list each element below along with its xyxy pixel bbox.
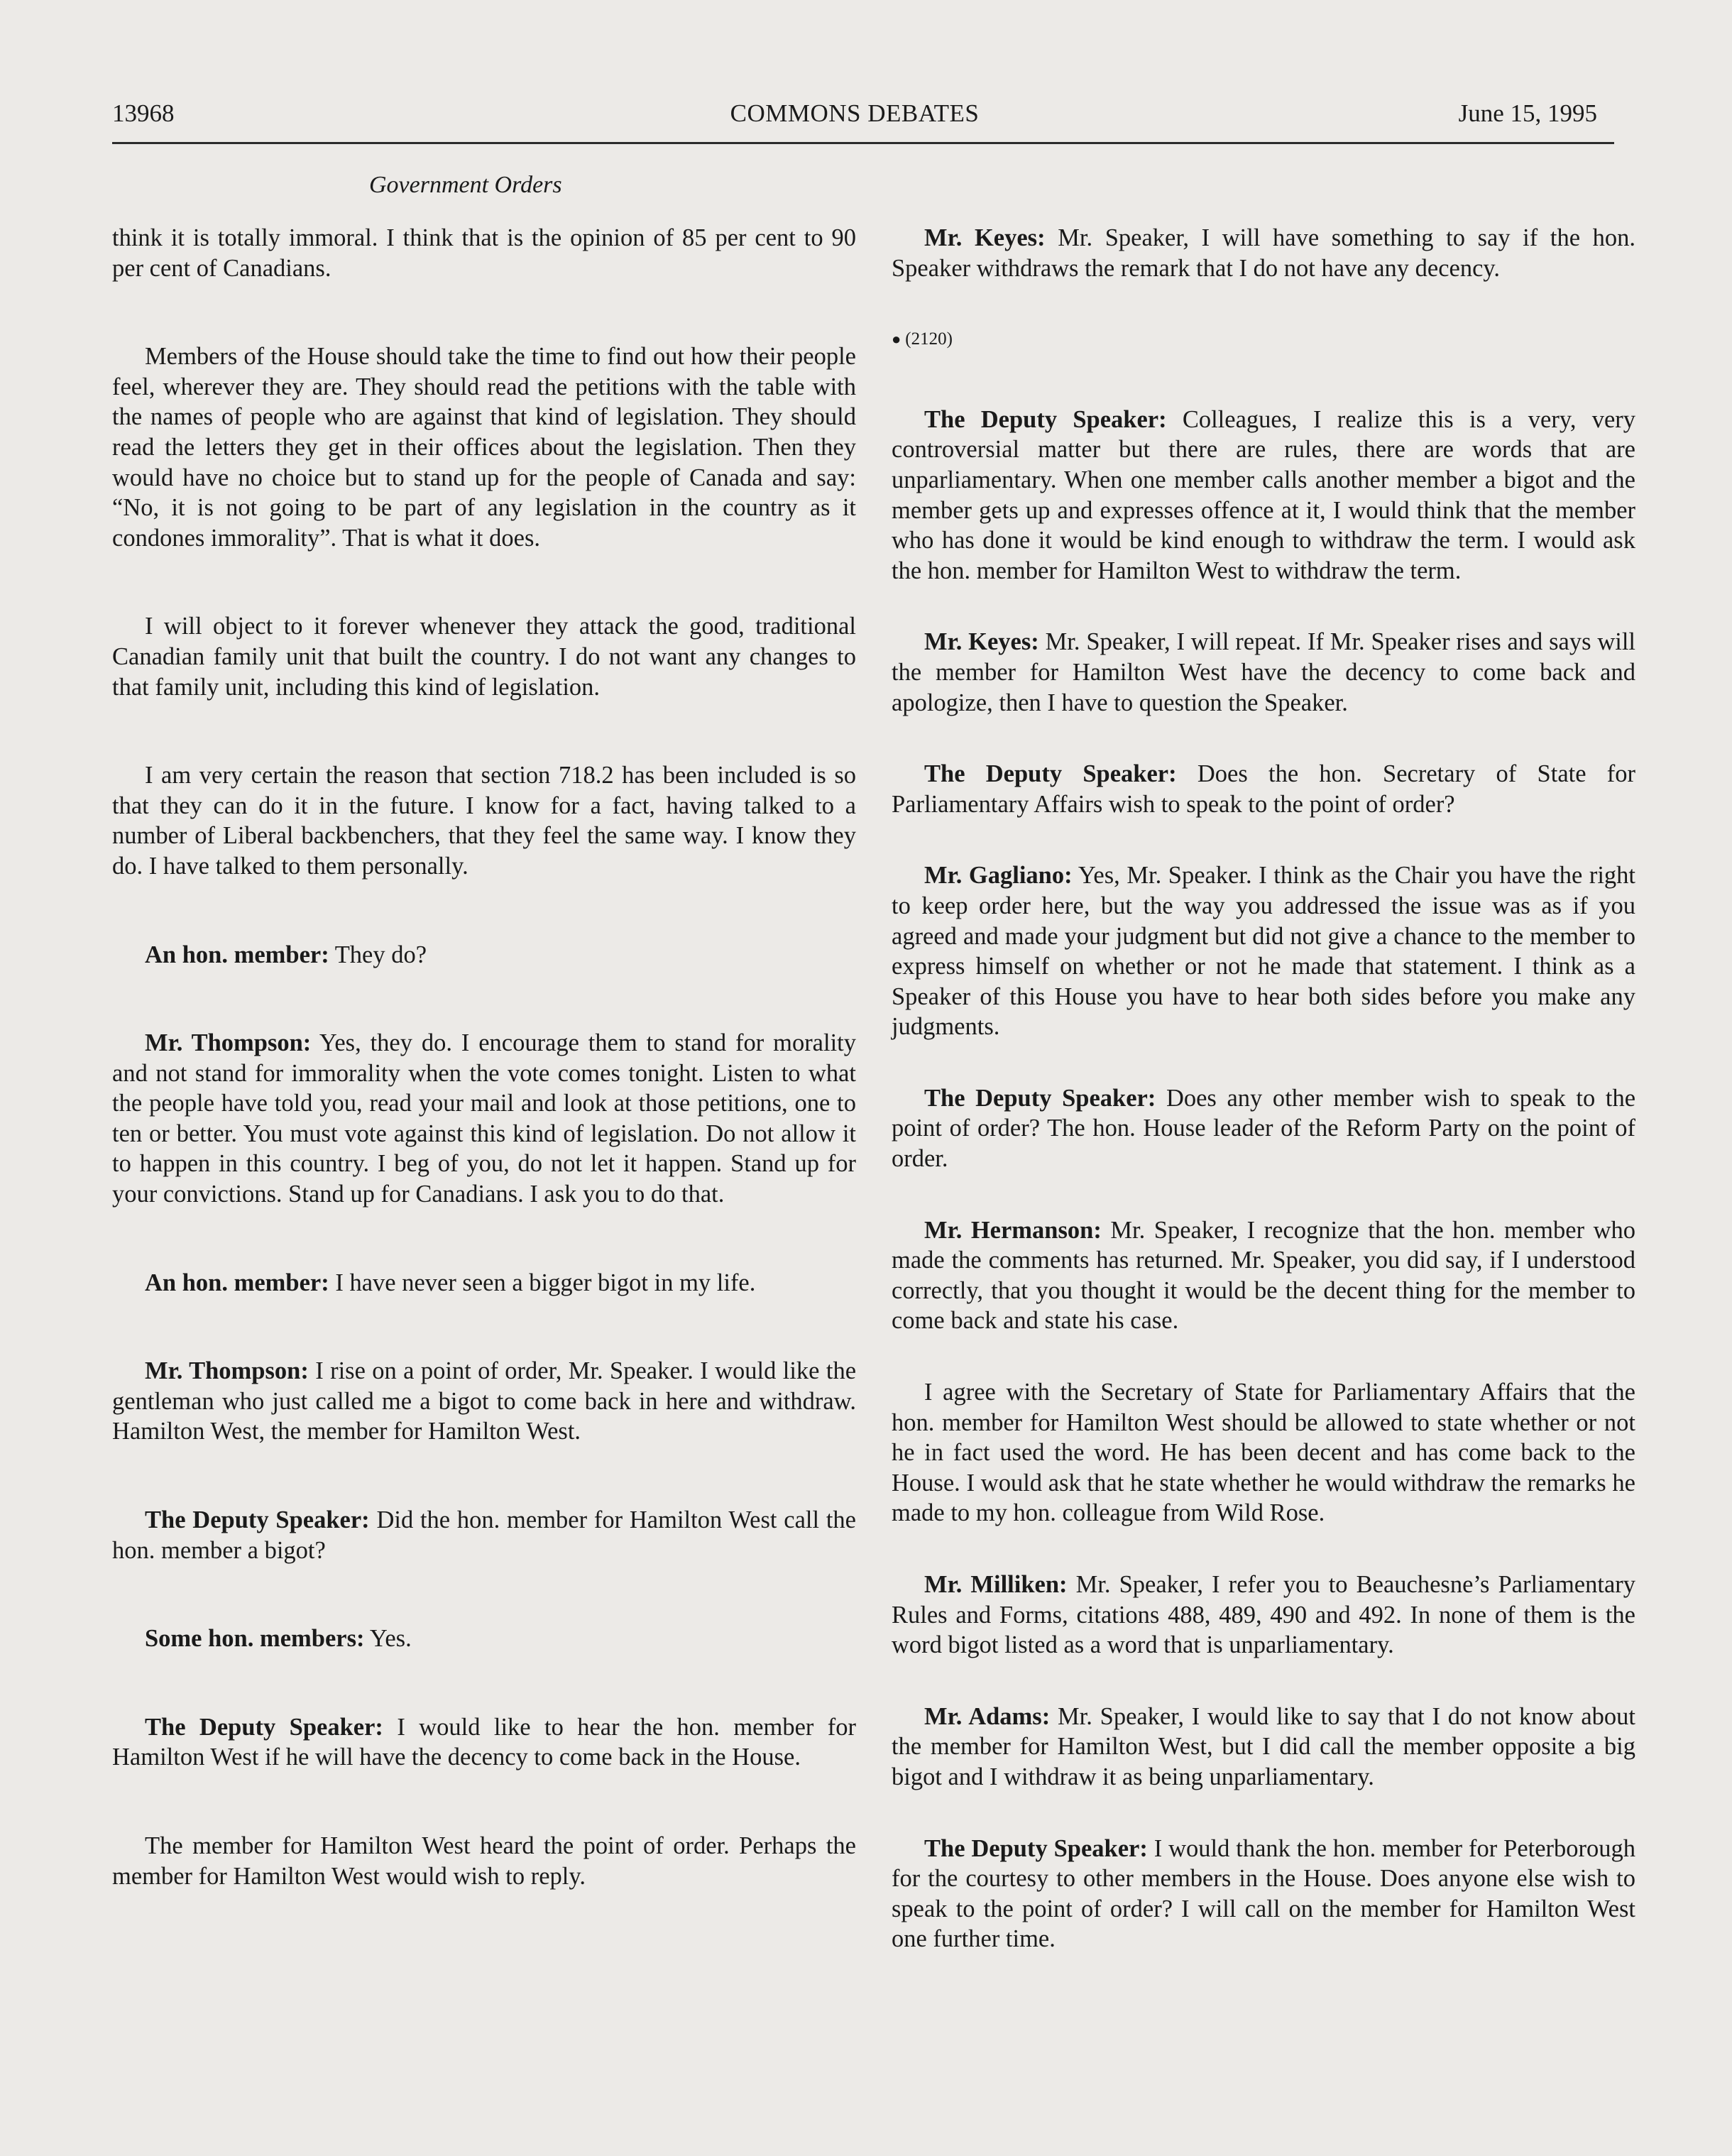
paragraph: The Deputy Speaker: I would like to hear the hon. member for Hamilton West if he will have the decency to come back in the House. <box>112 1713 856 1771</box>
paragraph: Mr. Hermanson: Mr. Speaker, I recognize that the hon. member who made the comments has returned. Mr. Speaker, you did say, if I understood correctly, that you thought it would be the decent thing for the member to come back and state his case. <box>892 1216 1635 1335</box>
speaker-name: The Deputy Speaker: <box>924 1084 1156 1112</box>
paragraph: Mr. Keyes: Mr. Speaker, I will have something to say if the hon. Speaker withdraws the remark that I do not have any decency. <box>892 224 1636 282</box>
page-header <box>112 99 1597 142</box>
section-title: Government Orders <box>369 172 562 198</box>
paragraph: The Deputy Speaker: I would thank the hon. member for Peterborough for the courtesy to other members in the House. Does anyone else wish to speak to the point of order? I will call on the member for Hamilton West one further time. <box>892 1834 1636 1953</box>
paragraph: Mr. Adams: Mr. Speaker, I would like to say that I do not know about the member for Hamilton West, but I did call the member opposite a big bigot and I withdraw it as being unparliamentary. <box>892 1702 1635 1790</box>
speaker-name: An hon. member: <box>145 941 329 968</box>
paragraph: Mr. Keyes: Mr. Speaker, I will repeat. If Mr. Speaker rises and says will the member for Hamilton West have the decency to come back and apologize, then I have to question the Speaker. <box>892 628 1636 716</box>
right-column <box>892 223 1635 1996</box>
speaker-name: The Deputy Speaker: <box>145 1506 370 1534</box>
paragraph: The member for Hamilton West heard the point of order. Perhaps the member for Hamilton West would wish to reply. <box>112 1832 856 1890</box>
paragraph: Some hon. members: Yes. <box>145 1625 412 1653</box>
paragraph: I will object to it forever whenever they attack the good, traditional Canadian family unit that built the country. I do not want any changes to that family unit, including this kind of legislation. <box>112 613 856 701</box>
paragraph: The Deputy Speaker: Does any other member wish to speak to the point of order? The hon. House leader of the Reform Party on the point of order. <box>892 1084 1636 1173</box>
paragraph: Mr. Gagliano: Yes, Mr. Speaker. I think as the Chair you have the right to keep order here, but the way you addressed the issue was as if you agreed and made your judgment but did not give a chance to the member to express himself on whether or not he made that statement. I think as a Speaker of this House you have to hear both sides before you make any judgments. <box>892 862 1635 1041</box>
speaker-name: Mr. Keyes: <box>924 628 1039 656</box>
time-marker: ● (2120) <box>892 329 953 349</box>
header-rule <box>112 142 1614 144</box>
paragraph: I agree with the Secretary of State for Parliamentary Affairs that the hon. member for Hamilton West should be allowed to state whether or not he in fact used the word. He has been decent and has come back to the House. I would ask that he state whether he would withdraw the remarks he made to my hon. colleague from Wild Rose. <box>892 1379 1635 1527</box>
publication-date: June 15, 1995 <box>1458 99 1597 127</box>
speaker-name: The Deputy Speaker: <box>924 760 1177 788</box>
paragraph: think it is totally immoral. I think that is the opinion of 85 per cent to 90 per cent of Canadians. <box>112 224 856 282</box>
page-number: 13968 <box>112 99 175 127</box>
speaker-name: An hon. member: <box>145 1269 329 1296</box>
speaker-name: Mr. Milliken: <box>924 1571 1068 1598</box>
speaker-name: The Deputy Speaker: <box>924 1834 1148 1862</box>
paragraph: An hon. member: I have never seen a bigger bigot in my life. <box>145 1269 756 1296</box>
paragraph: Members of the House should take the time to find out how their people feel, wherever they are. They should read the petitions with the table with the names of people who are against that kind of legislation. They should read the letters they get in their offices about the legislation. Then they would have no choice but to stand up for the people of Canada and say: “No, it is not going to be part of any legislation in the country as it condones immorality”. That is what it does. <box>112 343 856 552</box>
paragraph: An hon. member: They do? <box>145 941 427 968</box>
paragraph: The Deputy Speaker: Colleagues, I realize this is a very, very controversial matter but there are rules, there are words that are unparliamentary. When one member calls another member a bigot and the member gets up and expresses offence at it, I would think that the member who has done it would be kind enough to withdraw the term. I would ask the hon. member for Hamilton West to withdraw the term. <box>892 405 1636 584</box>
bullet-icon: ● <box>892 330 901 349</box>
paragraph: Mr. Thompson: I rise on a point of order, Mr. Speaker. I would like the gentleman who just called me a bigot to come back in here and withdraw. Hamilton West, the member for Hamilton West. <box>112 1357 857 1445</box>
speaker-name: The Deputy Speaker: <box>924 405 1167 433</box>
speaker-name: Mr. Hermanson: <box>924 1216 1102 1244</box>
paragraph: Mr. Milliken: Mr. Speaker, I refer you to Beauchesne’s Parliamentary Rules and Forms, citations 488, 489, 490 and 492. In none of them is the word bigot listed as a word that is unparliamentary. <box>892 1571 1635 1659</box>
speaker-name: Mr. Gagliano: <box>924 862 1073 890</box>
paragraph: I am very certain the reason that section 718.2 has been included is so that they can do it in the future. I know for a fact, having talked to a number of Liberal backbenchers, that they feel the same way. I know they do. I have talked to them personally. <box>112 762 856 880</box>
paragraph: The Deputy Speaker: Does the hon. Secretary of State for Parliamentary Affairs wish to speak to the point of order? <box>892 760 1636 818</box>
speaker-name: Mr. Thompson: <box>145 1029 312 1057</box>
speaker-name: Mr. Thompson: <box>145 1357 309 1385</box>
paragraph: Mr. Thompson: Yes, they do. I encourage them to stand for morality and not stand for immorality when the vote comes tonight. Listen to what the people have told you, read your mail and look at those petitions, one to ten or better. You must vote against this kind of legislation. Do not allow it to happen in this country. I beg of you, do not let it happen. Stand up for your convictions. Stand up for Canadians. I ask you to do that. <box>112 1029 857 1208</box>
speaker-name: The Deputy Speaker: <box>145 1713 383 1741</box>
speaker-name: Some hon. members: <box>145 1625 365 1653</box>
paragraph: The Deputy Speaker: Did the hon. member for Hamilton West call the hon. member a bigot? <box>112 1506 856 1564</box>
speaker-name: Mr. Keyes: <box>924 224 1046 251</box>
speaker-name: Mr. Adams: <box>924 1702 1051 1730</box>
left-column <box>112 223 856 1949</box>
publication-title: COMMONS DEBATES <box>730 99 980 127</box>
